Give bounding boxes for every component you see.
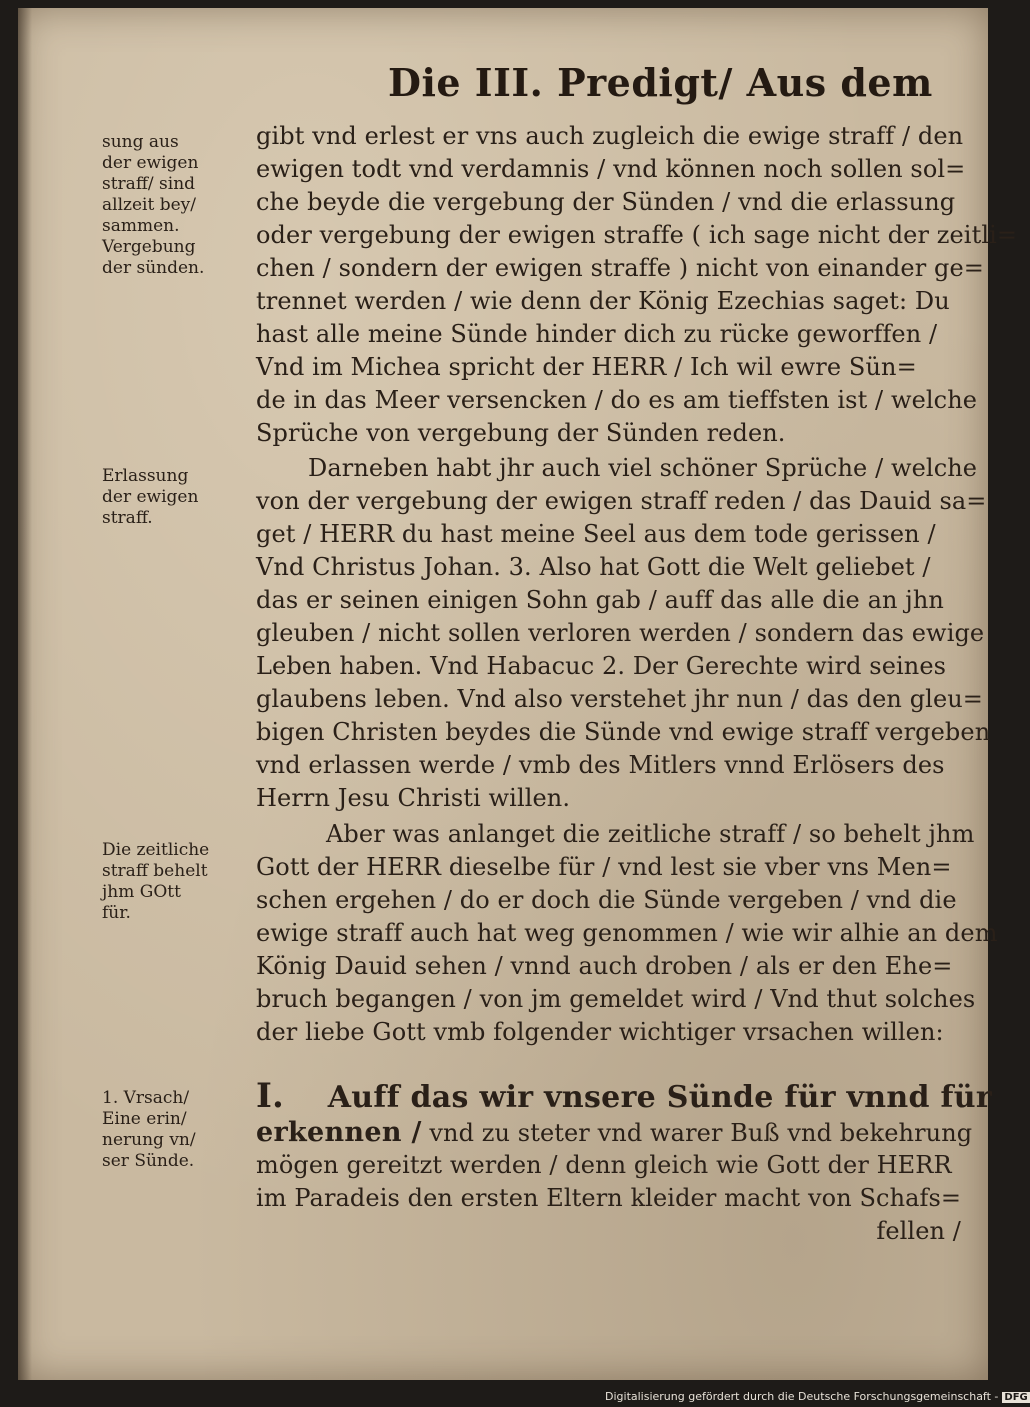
text-line: Leben haben. Vnd Habacuc 2. Der Gerechte wird seines [256, 652, 947, 680]
text-line: bigen Christen beydes die Sünde vnd ewige straff vergeben [256, 718, 991, 746]
running-header: Die III. Predigt/ Aus dem [388, 60, 933, 105]
text-line: König Dauid sehen / vnnd auch droben / als er den Ehe= [256, 952, 953, 980]
section-initial: I. [256, 1076, 284, 1116]
text-line: hast alle meine Sünde hinder dich zu rücke geworffen / [256, 320, 938, 348]
book-page [18, 8, 1018, 1380]
text-line: im Paradeis den ersten Eltern kleider macht von Schafs= [256, 1184, 962, 1212]
text-line: gibt vnd erlest er vns auch zugleich die ewige straff / den [256, 122, 964, 150]
text-line: mögen gereitzt werden / denn gleich wie Gott der HERR [256, 1151, 952, 1179]
margin-note-2: Erlassung der ewigen straff. [102, 466, 199, 528]
text-line: gleuben / nicht sollen verloren werden / sondern das ewige [256, 619, 985, 647]
dfg-logo: DFG [1004, 1392, 1028, 1403]
text-line: de in das Meer versencken / do es am tieffsten ist / welche [256, 386, 978, 414]
text-line: das er seinen einigen Sohn gab / auff das alle die an jhn [256, 586, 944, 614]
paragraph-2 [256, 452, 991, 815]
margin-note-4: 1. Vrsach/ Eine erin/ nerung vn/ ser Sünde. [102, 1088, 196, 1171]
text-line: Gott der HERR dieselbe für / vnd lest sie vber vns Men= [256, 853, 952, 881]
page-spine-shadow [18, 8, 32, 1380]
credit-text: Digitalisierung gefördert durch die Deutsche Forschungsgemeinschaft - [605, 1390, 999, 1403]
margin-note-3: Die zeitliche straff behelt jhm GOtt für. [102, 840, 210, 923]
paragraph-3 [256, 818, 998, 1049]
text-line: Darneben habt jhr auch viel schöner Sprüche / welche [308, 454, 978, 482]
text-line: oder vergebung der ewigen straffe ( ich sage nicht der zeitli= [256, 221, 1018, 249]
text-line: get / HERR du hast meine Seel aus dem tode gerissen / [256, 520, 936, 548]
section-1 [256, 1076, 992, 1248]
section-lead-text: Auff das wir vnsere Sünde für vnnd für [327, 1080, 992, 1115]
digitization-credit [605, 1390, 1030, 1403]
catchword: fellen / [876, 1217, 961, 1245]
section-second-line-text: vnd zu steter vnd warer Buß vnd bekehrung [421, 1119, 973, 1147]
text-line: vnd erlassen werde / vmb des Mitlers vnnd Erlösers des [256, 751, 945, 779]
text-line: Herrn Jesu Christi willen. [256, 784, 571, 812]
text-line: Vnd Christus Johan. 3. Also hat Gott die Welt geliebet / [256, 553, 931, 581]
text-line: von der vergebung der ewigen straff reden / das Dauid sa= [256, 487, 987, 515]
text-line: Sprüche von vergebung der Sünden reden. [256, 419, 786, 447]
text-line: che beyde die vergebung der Sünden / vnd die erlassung [256, 188, 956, 216]
section-first-line [256, 1076, 992, 1116]
text-line: Vnd im Michea spricht der HERR / Ich wil ewre Sün= [256, 353, 917, 381]
text-line: ewige straff auch hat weg genommen / wie wir alhie an dem [256, 919, 998, 947]
text-line: bruch begangen / von jm gemeldet wird / Vnd thut solches [256, 985, 976, 1013]
text-line: glaubens leben. Vnd also verstehet jhr nun / das den gleu= [256, 685, 984, 713]
text-line: chen / sondern der ewigen straffe ) nicht von einander ge= [256, 254, 984, 282]
paragraph-1 [256, 120, 1018, 450]
margin-note-1: sung aus der ewigen straff/ sind allzeit bey/ sammen. Vergebung der sünden. [102, 132, 205, 278]
text-line: Aber was anlanget die zeitliche straff / so behelt jhm [326, 820, 975, 848]
text-line: ewigen todt vnd verdamnis / vnd können noch sollen sol= [256, 155, 966, 183]
section-second-line [256, 1116, 973, 1149]
text-line: schen ergehen / do er doch die Sünde vergeben / vnd die [256, 886, 957, 914]
section-lead-word: erkennen / [256, 1117, 422, 1148]
text-line: der liebe Gott vmb folgender wichtiger vrsachen willen: [256, 1018, 944, 1046]
text-line: trennet werden / wie denn der König Ezechias saget: Du [256, 287, 950, 315]
